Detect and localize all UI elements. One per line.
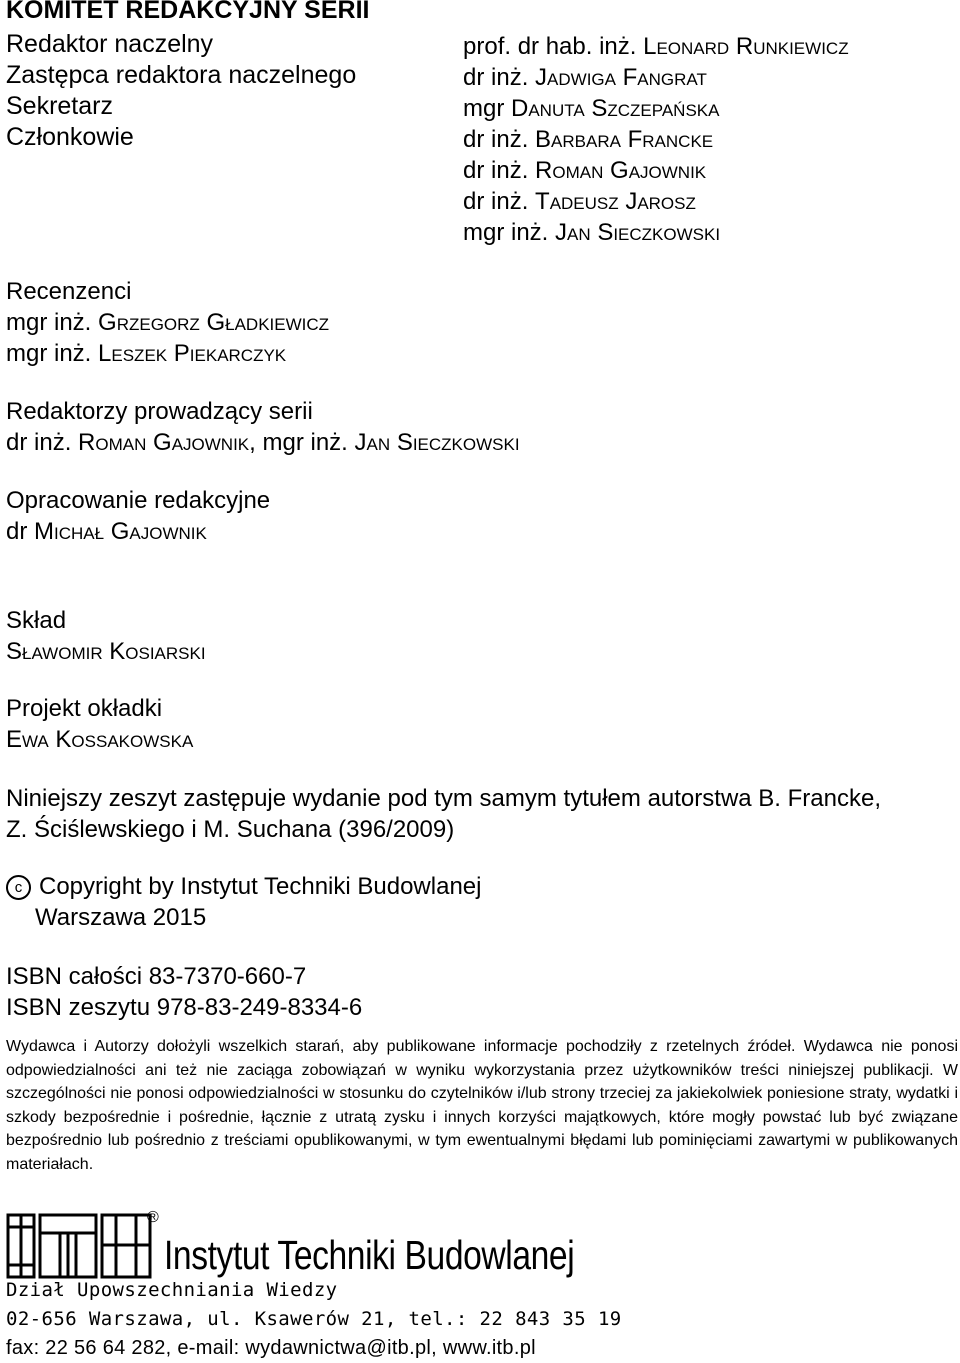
series-editors-names: dr inż. Roman Gajownik, mgr inż. Jan Sieczkowski (6, 429, 520, 456)
itb-logo-mark (6, 1213, 166, 1279)
reviewer: mgr inż. Grzegorz Gładkiewicz (6, 309, 330, 336)
cover-label: Projekt okładki (6, 695, 163, 722)
member: prof. dr hab. inż. Leonard Runkiewicz (463, 33, 849, 60)
copyright-line: Copyright by Instytut Techniki Budowlanej (39, 873, 482, 900)
address: 02-656 Warszawa, ul. Ksawerów 21, tel.: 22 843 35 19 (6, 1308, 622, 1330)
copyright-section (6, 871, 481, 933)
series-editors-section (6, 396, 520, 458)
cover-section (6, 693, 193, 755)
editorial-section (6, 485, 270, 547)
committee-title: KOMITET REDAKCYJNY SERII (6, 0, 370, 24)
disclaimer: Wydawca i Autorzy dołożyli wszelkich starań, aby publikowane informacje pochodziły z rzetelnych źródeł. Wydawca nie ponosi odpowiedzialności ani też nie zaciąga zobowiązań w wyniku wykorzystania przez użytkowników treści niniejszej publikacji. W szczególności nie ponosi odpowiedzialności w stosunku do czytelników i/lub strony trzeciej za jakiekolwiek poniesione straty, wydatki i szkody bezpośrednie i pośrednie, łącznie z utratą zysku i innych korzyści majątkowych, które mogły powstać lub być związane bezpośrednio lub pośrednio z treściami opublikowanymi, w tym ewentualnymi błędami lub pominięciami zawartymi w publikowanych materiałach. (6, 1038, 958, 1173)
member: mgr Danuta Szczepańska (463, 95, 720, 122)
isbn-section (6, 961, 362, 1023)
itb-logo-text: Instytut Techniki Budowlanej (164, 1232, 575, 1278)
replacement-note: Niniejszy zeszyt zastępuje wydanie pod tym samym tytułem autorstwa B. Francke, Z. Ściślewskiego i M. Suchana (396/2009) (6, 785, 881, 843)
reviewer: mgr inż. Leszek Piekarczyk (6, 340, 287, 367)
itb-logo-icon (6, 1213, 166, 1279)
fax-email-web: fax: 22 56 64 282, e-mail: wydawnictwa@itb.pl, www.itb.pl (6, 1337, 536, 1359)
typesetting-person: Sławomir Kosiarski (6, 638, 206, 665)
committee-roles (6, 29, 356, 153)
role-label: Redaktor naczelny (6, 30, 214, 58)
editorial-person: dr Michał Gajownik (6, 518, 207, 545)
committee-members (463, 31, 849, 248)
reviewers-label: Recenzenci (6, 278, 132, 305)
contact-section (6, 1276, 622, 1363)
role-label: Zastępca redaktora naczelnego (6, 61, 357, 89)
reviewers-section (6, 276, 329, 369)
series-editors-label: Redaktorzy prowadzący serii (6, 398, 313, 425)
department: Dział Upowszechniania Wiedzy (6, 1279, 338, 1301)
member: dr inż. Barbara Francke (463, 126, 714, 153)
editorial-label: Opracowanie redakcyjne (6, 487, 271, 514)
member: dr inż. Jadwiga Fangrat (463, 64, 707, 91)
typesetting-label: Skład (6, 607, 67, 634)
member: mgr inż. Jan Sieczkowski (463, 219, 721, 246)
isbn-issue: ISBN zeszytu 978-83-249-8334-6 (6, 994, 363, 1021)
registered-mark: ® (147, 1209, 159, 1226)
member: dr inż. Tadeusz Jarosz (463, 188, 696, 215)
cover-person: Ewa Kossakowska (6, 726, 194, 753)
copyright-icon: c (6, 875, 31, 900)
copyright-place-year: Warszawa 2015 (35, 904, 207, 931)
member: dr inż. Roman Gajownik (463, 157, 707, 184)
typesetting-section (6, 605, 206, 667)
isbn-whole: ISBN całości 83-7370-660-7 (6, 963, 307, 990)
role-label: Członkowie (6, 123, 134, 151)
role-label: Sekretarz (6, 92, 113, 120)
